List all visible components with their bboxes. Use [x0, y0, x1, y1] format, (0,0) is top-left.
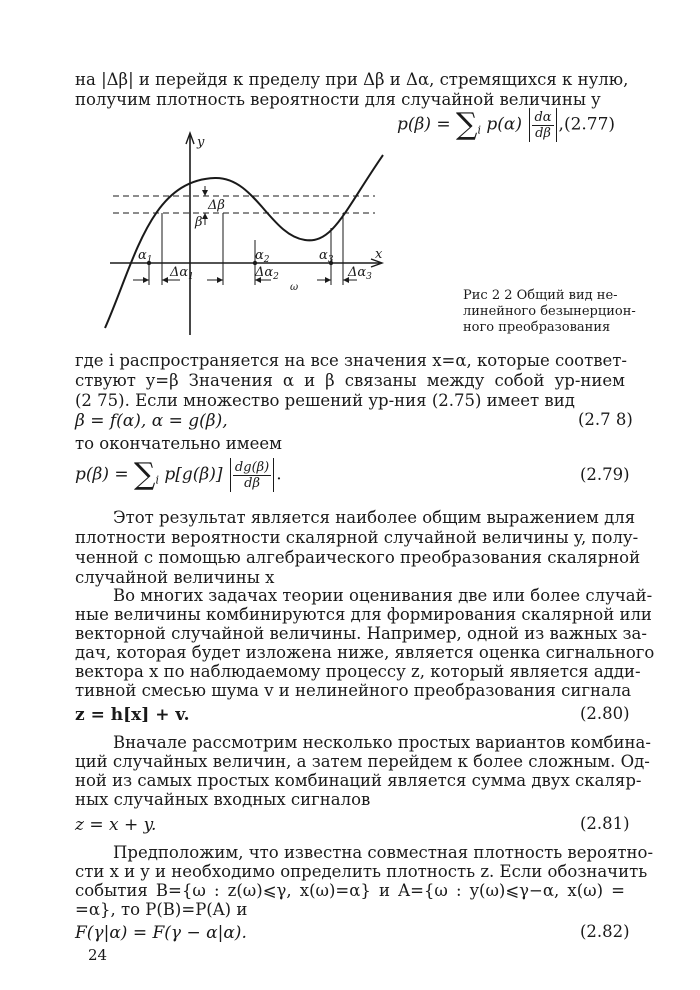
- eq277-number: ,(2.77): [558, 114, 616, 135]
- dalpha1-head-l: [143, 277, 149, 283]
- text-line-12: ные величины комбинируются для формирования скалярной или: [75, 605, 652, 624]
- eq277-term: p(α): [486, 114, 523, 135]
- text-line-5: (2 75). Если множество решений ур-ния (2.75) имеет вид: [75, 391, 575, 410]
- equation-2-81: z = x + y.: [75, 815, 157, 835]
- eq279-fraction: [233, 460, 271, 491]
- alpha2-label: [255, 248, 270, 265]
- sum-symbol: ∑: [456, 107, 478, 142]
- equation-2-79-number: (2.79): [580, 465, 630, 484]
- text-line-3: где i распространяется на все значения x=α, которые соответ-: [75, 351, 627, 370]
- alpha2-sym: α: [255, 248, 264, 263]
- text-line-9: ченной с помощью алгебраического преобразования скалярной: [75, 548, 641, 567]
- text-line-4: ствуют y=β Значения α и β связаны между собой ур-нием: [75, 371, 625, 390]
- dalpha2-head-l: [217, 277, 223, 283]
- dalpha1-head-r: [162, 277, 168, 283]
- equation-2-82: F(γ|α) = F(γ − α|α).: [75, 923, 247, 943]
- x-axis-label: x: [375, 247, 383, 262]
- eq277-fraction: [532, 110, 553, 141]
- beta-label: β: [195, 215, 203, 230]
- equation-2-77: [397, 108, 615, 142]
- equation-2-81-number: (2.81): [580, 814, 630, 833]
- y-axis-label: y: [197, 135, 205, 150]
- equation-2-78-number: (2.7 8): [578, 410, 633, 429]
- nonlinear-curve: [105, 155, 383, 328]
- dalpha2-label: [254, 265, 279, 282]
- abs-bar-left: [529, 108, 530, 142]
- text-line-21: Предположим, что известна совместная плотность вероятно-: [113, 843, 654, 862]
- figure-caption-line-2: линейного безынерцион-: [463, 304, 636, 319]
- eq279-frac-num: dg(β): [234, 459, 270, 475]
- text-line-22: сти x и y и необходимо определить плотность z. Если обозначить: [75, 862, 648, 881]
- alpha3-label: [319, 248, 334, 265]
- alpha3-sym: α: [319, 248, 328, 263]
- dalpha3-sub: 3: [366, 272, 372, 282]
- equation-2-80-number: (2.80): [580, 704, 630, 723]
- text-line-20: ных случайных входных сигналов: [75, 790, 371, 809]
- eq277-frac-num: dα: [534, 109, 552, 125]
- eq279-frac-den: dβ: [244, 475, 260, 491]
- dbeta-label: Δβ: [208, 198, 225, 213]
- alpha1-label: [138, 248, 153, 265]
- dalpha1-sub: 1: [188, 272, 194, 282]
- text-line-14: дач, которая будет изложена ниже, является оценка сигнального: [75, 643, 655, 662]
- dalpha1-sym: Δα: [170, 265, 189, 280]
- text-line-18: ций случайных величин, а затем перейдем к более сложным. Од-: [75, 752, 650, 771]
- eq279-term: p[g(β)]: [164, 464, 223, 485]
- eq277-frac-den: dβ: [535, 125, 551, 141]
- dalpha2-sym: Δα: [255, 265, 274, 280]
- abs-bar-right: [556, 108, 557, 142]
- text-line-2: получим плотность вероятности для случайной величины y: [75, 90, 601, 109]
- text-line-8: плотности вероятности скалярной случайной величины y, полу-: [75, 528, 639, 547]
- eq277-index: i: [477, 123, 481, 137]
- equation-2-80: z = h[x] + v.: [75, 705, 190, 725]
- dalpha3-label: [347, 265, 372, 282]
- eq279-index: i: [155, 473, 159, 487]
- dalpha3-sym: Δα: [348, 265, 367, 280]
- page-number: 24: [88, 946, 108, 964]
- text-line-6: то окончательно имеем: [75, 434, 282, 453]
- text-line-13: векторной случайной величины. Например, одной из важных за-: [75, 624, 647, 643]
- text-line-11: Во многих задачах теории оценивания две или более случай-: [113, 586, 653, 605]
- text-line-1: на |Δβ| и перейдя к пределу при Δβ и Δα, стремящихся к нулю,: [75, 70, 629, 89]
- text-line-10: случайной величины x: [75, 568, 275, 587]
- text-line-23: события B={ω : z(ω)⩽γ, x(ω)=α} и A={ω : y(ω)⩽γ−α, x(ω) =: [75, 881, 625, 900]
- eq277-lhs: p(β) =: [397, 114, 451, 135]
- stray-mark: ω: [290, 282, 299, 293]
- figure-caption-line-3: ного преобразования: [463, 320, 611, 335]
- text-line-24: =α}, то P(B)=P(A) и: [75, 900, 248, 919]
- dalpha2-sub: 2: [273, 272, 279, 282]
- abs-bar-right-2: [273, 458, 274, 492]
- text-line-19: ной из самых простых комбинаций является сумма двух скаляр-: [75, 771, 642, 790]
- figure-caption-line-1: Рис 2 2 Общий вид не-: [463, 288, 618, 303]
- eq279-lhs: p(β) =: [75, 464, 129, 485]
- sum-symbol-2: ∑: [134, 457, 156, 492]
- dbeta-head-top: [202, 190, 208, 196]
- abs-bar-left-2: [230, 458, 231, 492]
- alpha2-sub: 2: [263, 255, 270, 265]
- figure-2-2: [95, 130, 395, 340]
- text-line-17: Вначале рассмотрим несколько простых вариантов комбина-: [113, 733, 651, 752]
- text-line-7: Этот результат является наиболее общим выражением для: [113, 508, 636, 527]
- alpha1-sym: α: [138, 248, 147, 263]
- equation-2-82-number: (2.82): [580, 922, 630, 941]
- alpha1-sub: 1: [146, 255, 153, 265]
- text-line-16: тивной смесью шума v и нелинейного преобразования сигнала: [75, 681, 632, 700]
- equation-2-79: $p(\beta) = \sum_i$ p[g(β)] $\frac{dg(\beta)}{d\beta}$ .: [75, 457, 282, 492]
- equation-2-78: β = f(α), α = g(β),: [75, 411, 228, 431]
- dbeta-head-bottom: [202, 213, 208, 219]
- alpha3-sub: 3: [327, 255, 334, 265]
- text-line-15: вектора x по наблюдаемому процессу z, который является адди-: [75, 662, 641, 681]
- dalpha3-head-l: [325, 277, 331, 283]
